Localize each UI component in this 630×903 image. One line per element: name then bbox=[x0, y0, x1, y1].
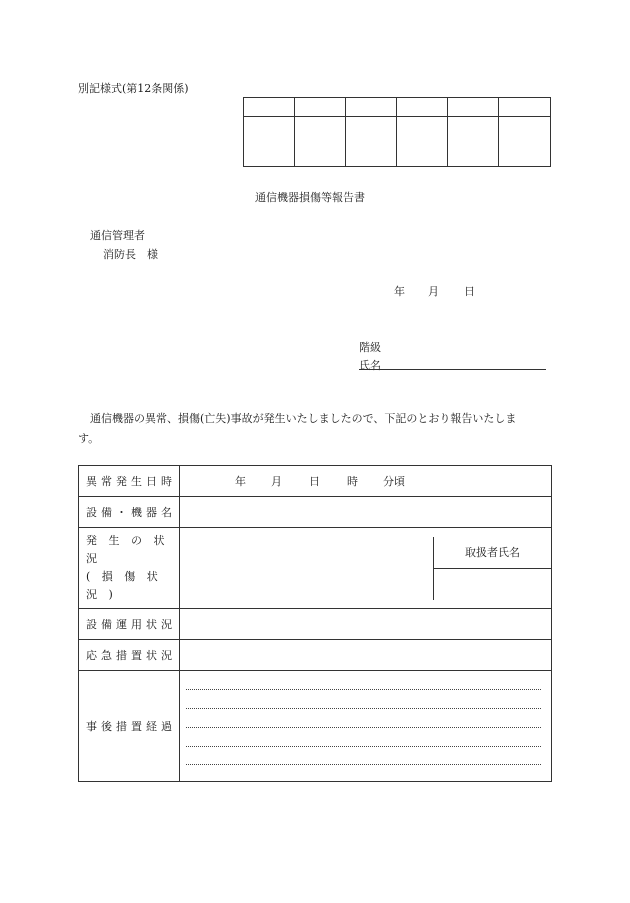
handler-name-field[interactable] bbox=[434, 568, 552, 600]
stamp-box bbox=[397, 98, 448, 117]
stamp-box bbox=[295, 117, 346, 166]
followup-label: 事後措置経過 bbox=[79, 671, 180, 782]
stamp-box bbox=[448, 117, 499, 166]
body-text-line1: 通信機器の異常、損傷(亡失)事故が発生いたしましたので、下記のとおり報告いたしま bbox=[90, 412, 517, 425]
operation-status-label: 設備運用状況 bbox=[79, 609, 180, 640]
row-emergency-measures bbox=[79, 640, 552, 671]
stamp-box bbox=[397, 117, 448, 166]
stamp-box bbox=[244, 117, 295, 166]
operation-status-field[interactable] bbox=[180, 609, 552, 640]
approval-stamp-grid bbox=[243, 97, 551, 167]
occurrence-datetime-label: 異常発生日時 bbox=[79, 466, 180, 497]
dt-day: 日 bbox=[309, 475, 320, 488]
addressee-line2: 消防長 様 bbox=[103, 248, 158, 261]
date-day-label: 日 bbox=[464, 285, 475, 298]
stamp-box bbox=[499, 98, 550, 117]
situation-field[interactable] bbox=[180, 537, 434, 600]
dotted-line bbox=[186, 764, 541, 765]
form-number: 別記様式(第12条関係) bbox=[78, 82, 189, 95]
stamp-box bbox=[448, 98, 499, 117]
dt-year: 年 bbox=[235, 475, 246, 488]
row-operation-status bbox=[79, 609, 552, 640]
dt-minute: 分頃 bbox=[383, 475, 405, 488]
stamp-box bbox=[295, 98, 346, 117]
followup-field[interactable] bbox=[180, 671, 552, 782]
occurrence-datetime-field[interactable] bbox=[180, 466, 552, 497]
date-month-label: 月 bbox=[428, 285, 439, 298]
stamp-box bbox=[346, 117, 397, 166]
equipment-name-field[interactable] bbox=[180, 497, 552, 528]
report-table bbox=[78, 465, 552, 782]
row-situation bbox=[79, 528, 552, 609]
dotted-line bbox=[186, 689, 541, 690]
handler-name-label: 取扱者氏名 bbox=[434, 537, 552, 569]
addressee-line1: 通信管理者 bbox=[90, 229, 145, 242]
body-text-line2: す。 bbox=[78, 432, 100, 445]
name-label: 氏名 bbox=[359, 359, 381, 372]
emergency-measures-field[interactable] bbox=[180, 640, 552, 671]
row-followup bbox=[79, 671, 552, 782]
dotted-line bbox=[186, 727, 541, 728]
name-signature-line bbox=[359, 369, 546, 370]
dotted-line bbox=[186, 746, 541, 747]
situation-label-line1: 発 生 の 状 況 bbox=[86, 534, 169, 565]
date-year-label: 年 bbox=[394, 285, 405, 298]
dotted-line bbox=[186, 708, 541, 709]
row-occurrence-datetime bbox=[79, 466, 552, 497]
row-equipment-name bbox=[79, 497, 552, 528]
situation-container bbox=[180, 528, 552, 609]
stamp-box bbox=[244, 98, 295, 117]
situation-label-line2: ( 損 傷 状 況 ) bbox=[86, 570, 162, 601]
dt-month: 月 bbox=[271, 475, 282, 488]
stamp-box bbox=[499, 117, 550, 166]
document-title: 通信機器損傷等報告書 bbox=[255, 191, 365, 204]
emergency-measures-label: 応急措置状況 bbox=[79, 640, 180, 671]
situation-label bbox=[79, 528, 180, 609]
equipment-name-label: 設備・機器名 bbox=[79, 497, 180, 528]
rank-label: 階級 bbox=[359, 341, 381, 354]
situation-inner bbox=[180, 537, 551, 600]
stamp-box bbox=[346, 98, 397, 117]
dt-hour: 時 bbox=[347, 475, 358, 488]
